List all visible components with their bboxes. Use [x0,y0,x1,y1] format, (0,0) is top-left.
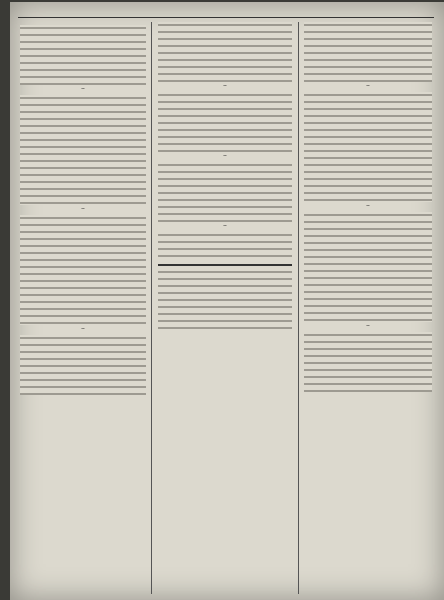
separator: ~ [222,83,228,89]
separator: ~ [80,86,86,92]
article-body [304,92,432,202]
separator: ~ [365,203,371,209]
separator: ~ [222,223,228,229]
article-body [158,269,292,329]
section-heading [158,264,292,266]
separator: ~ [365,323,371,329]
column-3 [304,22,432,594]
article-body [158,162,292,222]
column-1 [20,22,146,594]
column-rule-1 [151,22,152,594]
column-2 [158,22,292,594]
article-body [158,22,292,82]
article-body [158,92,292,152]
article-body [20,25,146,85]
article-body [304,332,432,392]
article-body [20,335,146,395]
running-header [18,5,434,18]
article-body [20,95,146,205]
separator: ~ [365,83,371,89]
article-body [20,215,146,325]
separator: ~ [80,206,86,212]
newspaper-page [10,2,444,600]
separator: ~ [80,326,86,332]
article-body [158,232,292,262]
column-rule-2 [298,22,299,594]
article-body [304,22,432,82]
separator: ~ [222,153,228,159]
article-body [304,212,432,322]
